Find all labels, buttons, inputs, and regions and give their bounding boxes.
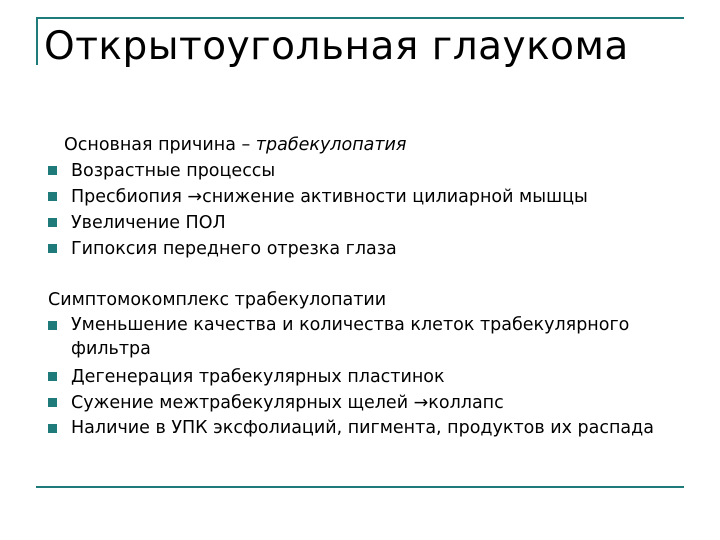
list-item-text: Уменьшение качества и количества клеток трабекулярного фильтра xyxy=(71,315,630,359)
list-item-text: Дегенерация трабекулярных пластинок xyxy=(71,367,445,387)
square-bullet-icon xyxy=(48,218,57,227)
bottom-divider xyxy=(36,486,684,488)
main-cause-line xyxy=(48,132,698,158)
main-cause-label: Основная причина – xyxy=(64,135,256,155)
top-divider xyxy=(36,17,684,19)
list-item xyxy=(48,416,698,445)
main-cause-term: трабекулопатия xyxy=(255,135,407,155)
slide-title: Открытоугольная глаукома xyxy=(44,24,629,69)
list-item-text: Возрастные процессы xyxy=(71,161,276,181)
list-item xyxy=(48,184,698,210)
list-item-text: Сужение межтрабекулярных щелей →коллапс xyxy=(71,393,504,413)
list-item xyxy=(48,390,698,416)
list-item-text: Увеличение ПОЛ xyxy=(71,213,226,233)
list-item-text: Гипоксия переднего отрезка глаза xyxy=(71,239,397,259)
list-item xyxy=(48,364,698,390)
square-bullet-icon xyxy=(48,244,57,253)
list-item xyxy=(48,210,698,236)
square-bullet-icon xyxy=(48,166,57,175)
list-item xyxy=(48,236,698,262)
slide-body xyxy=(48,132,698,445)
list-item-text: Наличие в УПК эксфолиаций, пигмента, продуктов их распада xyxy=(71,418,654,438)
square-bullet-icon xyxy=(48,424,57,433)
square-bullet-icon xyxy=(48,192,57,201)
list-item-text: Пресбиопия →снижение активности цилиарной мышцы xyxy=(71,187,588,207)
title-accent-bar xyxy=(36,17,38,65)
square-bullet-icon xyxy=(48,398,57,407)
section-spacer xyxy=(48,262,698,287)
list-item xyxy=(48,313,698,364)
square-bullet-icon xyxy=(48,321,57,330)
section-heading: Симптомокомплекс трабекулопатии xyxy=(48,290,387,310)
square-bullet-icon xyxy=(48,372,57,381)
list-item xyxy=(48,158,698,184)
